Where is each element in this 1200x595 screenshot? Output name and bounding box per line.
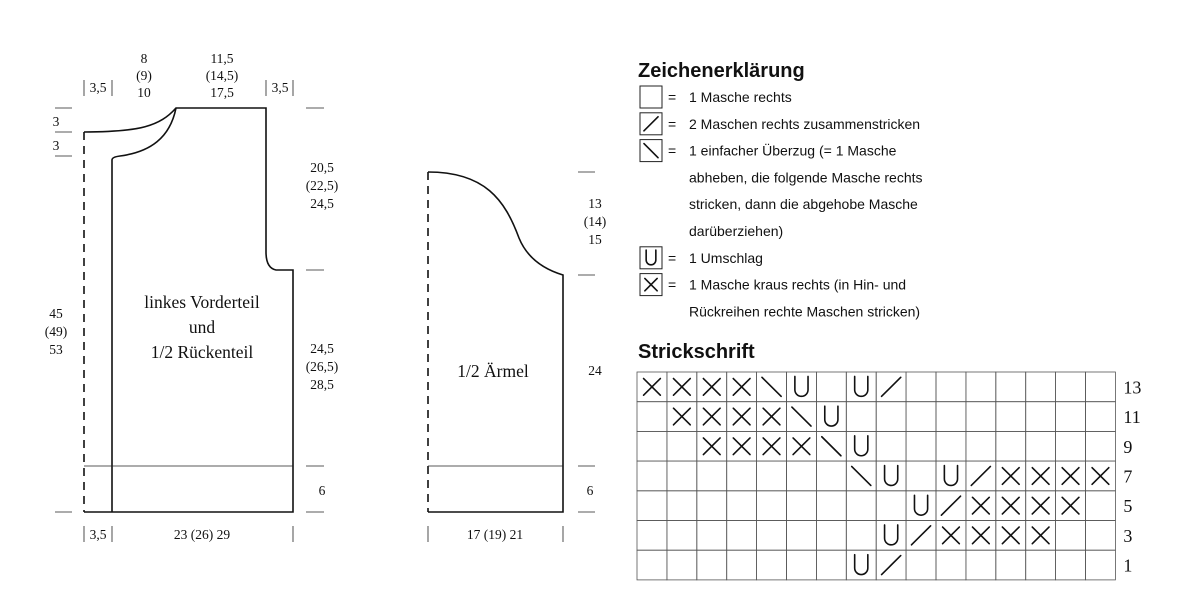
sleeve-title: 1/2 Ärmel — [457, 361, 529, 381]
sleeve-cap-dim-3: 15 — [588, 232, 602, 247]
front-left-top-dim-2: 3 — [52, 138, 60, 153]
symbol-garter-x-icon — [644, 379, 661, 396]
chart-cell — [637, 431, 667, 461]
chart-cell — [876, 521, 906, 551]
symbol-yarn-over-u-icon — [944, 466, 957, 486]
chart-row-label: 9 — [1123, 436, 1133, 457]
chart-row — [637, 431, 1132, 461]
chart-cell — [667, 521, 697, 551]
chart-cell — [787, 550, 817, 580]
sleeve-side-dim: 24 — [588, 363, 602, 378]
chart-title: Strickschrift — [638, 341, 755, 363]
symbol-k2tog-slash-icon — [882, 556, 901, 575]
chart-cell — [906, 431, 936, 461]
symbol-garter-x-icon — [793, 438, 810, 455]
sleeve-bottom-width-dim: 17 (19) 21 — [466, 527, 524, 542]
chart-row-label: 13 — [1123, 377, 1142, 398]
symbol-yarn-over-u-icon — [855, 555, 868, 575]
chart-cell — [637, 550, 667, 580]
symbol-garter-x-icon — [943, 527, 960, 544]
chart-cell — [1056, 431, 1086, 461]
chart-cell — [906, 550, 936, 580]
chart-cell — [787, 491, 817, 521]
chart-cell — [637, 461, 667, 491]
front-armhole-dim-1: 20,5 — [310, 160, 334, 175]
legend-item — [640, 247, 763, 269]
symbol-garter-x-icon — [1002, 497, 1019, 514]
chart-cell — [1026, 402, 1056, 432]
legend — [638, 60, 923, 319]
chart-cell — [757, 461, 787, 491]
symbol-garter-x-icon — [1062, 497, 1079, 514]
sleeve-outline — [428, 172, 563, 512]
legend-text: 1 einfacher Überzug (= 1 Masche — [689, 142, 897, 159]
chart-cell — [1086, 550, 1116, 580]
front-piece-title-1: linkes Vorderteil — [144, 292, 260, 312]
front-top-left-dim: 3,5 — [89, 80, 107, 95]
chart-cell — [996, 550, 1026, 580]
chart-cell — [1086, 372, 1116, 402]
chart-row-label: 7 — [1123, 466, 1133, 487]
symbol-skpo-backslash-icon — [852, 466, 871, 485]
symbol-garter-x-icon — [1032, 527, 1049, 544]
symbol-garter-x-icon — [1032, 497, 1049, 514]
chart-cell — [1086, 402, 1116, 432]
symbol-yarn-over-u-icon — [885, 525, 898, 545]
symbol-garter-x-icon — [1002, 468, 1019, 485]
chart-cell — [1026, 550, 1056, 580]
chart-cell — [637, 491, 667, 521]
front-neck-dim-3: 10 — [137, 85, 151, 100]
front-armhole-dim-2: (22,5) — [305, 178, 339, 193]
legend-symbol-box — [640, 86, 662, 108]
symbol-yarn-over-u-icon — [795, 376, 808, 396]
chart-cell — [787, 461, 817, 491]
chart-cell — [846, 372, 876, 402]
chart-cell — [876, 461, 906, 491]
symbol-yarn-over-u-icon — [855, 436, 868, 456]
legend-text: Rückreihen rechte Maschen stricken) — [689, 303, 921, 320]
front-bottom-left-dim: 3,5 — [89, 527, 107, 542]
symbol-garter-x-icon — [733, 379, 750, 396]
legend-text: darüberziehen) — [689, 223, 784, 239]
chart-cell — [846, 402, 876, 432]
knitting-chart — [637, 341, 1141, 580]
chart-cell — [876, 402, 906, 432]
chart-cell — [1086, 521, 1116, 551]
sleeve-cap-dim-2: (14) — [583, 214, 607, 229]
front-piece-diagram — [45, 51, 339, 542]
chart-cell — [966, 402, 996, 432]
legend-item — [640, 140, 923, 239]
chart-cell — [966, 431, 996, 461]
chart-cell — [1056, 521, 1086, 551]
chart-cell — [996, 372, 1026, 402]
chart-row-label: 11 — [1123, 407, 1141, 428]
front-hem-dim: 6 — [318, 483, 326, 498]
chart-cell — [727, 491, 757, 521]
chart-cell — [816, 372, 846, 402]
symbol-k2tog-slash-icon — [941, 496, 960, 515]
chart-cell — [697, 521, 727, 551]
chart-row — [637, 491, 1132, 521]
legend-equals: = — [668, 115, 677, 132]
sleeve-diagram — [428, 172, 606, 542]
symbol-garter-x-icon — [733, 408, 750, 425]
chart-cell — [846, 491, 876, 521]
chart-cell — [697, 550, 727, 580]
chart-cell — [846, 431, 876, 461]
symbol-garter-x-icon — [733, 438, 750, 455]
chart-cell — [697, 461, 727, 491]
legend-title: Zeichenerklärung — [638, 60, 805, 82]
symbol-garter-x-icon — [972, 527, 989, 544]
symbol-yarn-over-u-icon — [855, 376, 868, 396]
legend-item — [640, 113, 920, 135]
chart-cell — [816, 461, 846, 491]
legend-equals: = — [668, 249, 677, 266]
chart-cell — [996, 431, 1026, 461]
chart-cell — [787, 372, 817, 402]
symbol-k2tog-slash-icon — [882, 377, 901, 396]
front-side-dim-1: 24,5 — [310, 341, 334, 356]
chart-cell — [667, 431, 697, 461]
front-top-right-dim: 3,5 — [271, 80, 289, 95]
symbol-garter-x-icon — [703, 379, 720, 396]
chart-cell — [757, 521, 787, 551]
chart-cell — [966, 372, 996, 402]
chart-cell — [787, 521, 817, 551]
symbol-garter-x-icon — [1062, 468, 1079, 485]
front-armhole-dim-3: 24,5 — [310, 196, 334, 211]
chart-cell — [906, 461, 936, 491]
chart-row — [637, 521, 1132, 551]
chart-cell — [936, 550, 966, 580]
symbol-skpo-backslash-icon — [792, 407, 811, 426]
symbol-garter-x-icon — [703, 408, 720, 425]
chart-cell — [667, 550, 697, 580]
chart-cell — [637, 521, 667, 551]
symbol-yarn-over-u-icon — [825, 406, 838, 426]
chart-cell — [1086, 431, 1116, 461]
symbol-garter-x-icon — [763, 438, 780, 455]
chart-row — [637, 402, 1141, 432]
symbol-garter-x-icon — [763, 408, 780, 425]
chart-cell — [966, 550, 996, 580]
front-shoulder-dim-2: (14,5) — [205, 68, 239, 83]
legend-text: 1 Masche kraus rechts (in Hin- und — [689, 276, 907, 293]
front-shoulder-dim-3: 17,5 — [210, 85, 234, 100]
chart-row-label: 3 — [1123, 525, 1133, 546]
front-length-dim-2: (49) — [44, 324, 68, 339]
chart-cell — [667, 491, 697, 521]
symbol-garter-x-icon — [1092, 468, 1109, 485]
legend-text: abheben, die folgende Masche rechts — [689, 169, 923, 186]
chart-cell — [1086, 491, 1116, 521]
front-left-top-dim-1: 3 — [52, 114, 60, 129]
front-side-dim-3: 28,5 — [310, 377, 334, 392]
legend-text: 2 Maschen rechts zusammenstricken — [689, 115, 921, 132]
front-neck-dim-1: 8 — [140, 51, 148, 66]
front-shoulder-dim-1: 11,5 — [210, 51, 234, 66]
chart-cell — [757, 550, 787, 580]
chart-cell — [1056, 372, 1086, 402]
legend-equals: = — [668, 89, 677, 105]
chart-cell — [816, 521, 846, 551]
chart-cell — [936, 431, 966, 461]
front-length-dim-3: 53 — [49, 342, 63, 357]
sleeve-hem-dim: 6 — [586, 483, 594, 498]
chart-row-label: 5 — [1123, 496, 1133, 517]
chart-row — [637, 372, 1141, 402]
legend-text: 1 Umschlag — [689, 249, 763, 266]
legend-item — [640, 274, 920, 320]
front-piece-title-2: und — [188, 317, 216, 337]
chart-cell — [816, 491, 846, 521]
legend-items — [640, 86, 923, 319]
symbol-skpo-backslash-icon — [762, 377, 781, 396]
chart-cell — [667, 461, 697, 491]
chart-cell — [906, 372, 936, 402]
chart-cell — [697, 491, 727, 521]
chart-cell — [906, 491, 936, 521]
chart-cell — [727, 550, 757, 580]
chart-row — [637, 550, 1132, 580]
symbol-yarn-over-u-icon — [885, 466, 898, 486]
front-neck-dim-2: (9) — [136, 68, 152, 83]
symbol-garter-x-icon — [1002, 527, 1019, 544]
chart-cell — [637, 402, 667, 432]
chart-grid — [637, 372, 1141, 580]
front-side-dim-2: (26,5) — [305, 359, 339, 374]
legend-equals: = — [668, 276, 677, 293]
symbol-k2tog-slash-icon — [911, 526, 930, 545]
chart-cell — [846, 550, 876, 580]
legend-equals: = — [668, 142, 677, 159]
legend-text: 1 Masche rechts — [689, 89, 792, 105]
legend-item — [640, 86, 792, 108]
chart-cell — [816, 402, 846, 432]
chart-cell — [757, 491, 787, 521]
chart-cell — [996, 402, 1026, 432]
symbol-k2tog-slash-icon — [971, 466, 990, 485]
symbol-garter-x-icon — [972, 497, 989, 514]
front-length-dim-1: 45 — [49, 306, 63, 321]
chart-cell — [936, 372, 966, 402]
chart-cell — [936, 402, 966, 432]
legend-text: stricken, dann die abgehobe Masche — [689, 196, 918, 213]
symbol-skpo-backslash-icon — [822, 437, 841, 456]
chart-cell — [1026, 431, 1056, 461]
front-piece-title-3: 1/2 Rückenteil — [150, 342, 254, 362]
front-bottom-width-dim: 23 (26) 29 — [173, 527, 231, 542]
symbol-yarn-over-u-icon — [914, 495, 927, 515]
chart-row-label: 1 — [1123, 555, 1133, 576]
symbol-garter-x-icon — [673, 408, 690, 425]
chart-cell — [846, 521, 876, 551]
chart-cell — [816, 550, 846, 580]
chart-cell — [1056, 402, 1086, 432]
chart-row — [637, 461, 1132, 491]
chart-cell — [727, 461, 757, 491]
chart-cell — [936, 461, 966, 491]
symbol-garter-x-icon — [673, 379, 690, 396]
chart-cell — [906, 402, 936, 432]
sleeve-cap-dim-1: 13 — [588, 196, 602, 211]
symbol-garter-x-icon — [703, 438, 720, 455]
chart-cell — [1056, 550, 1086, 580]
chart-cell — [1026, 372, 1056, 402]
chart-cell — [727, 521, 757, 551]
chart-cell — [876, 431, 906, 461]
symbol-garter-x-icon — [1032, 468, 1049, 485]
chart-cell — [876, 491, 906, 521]
